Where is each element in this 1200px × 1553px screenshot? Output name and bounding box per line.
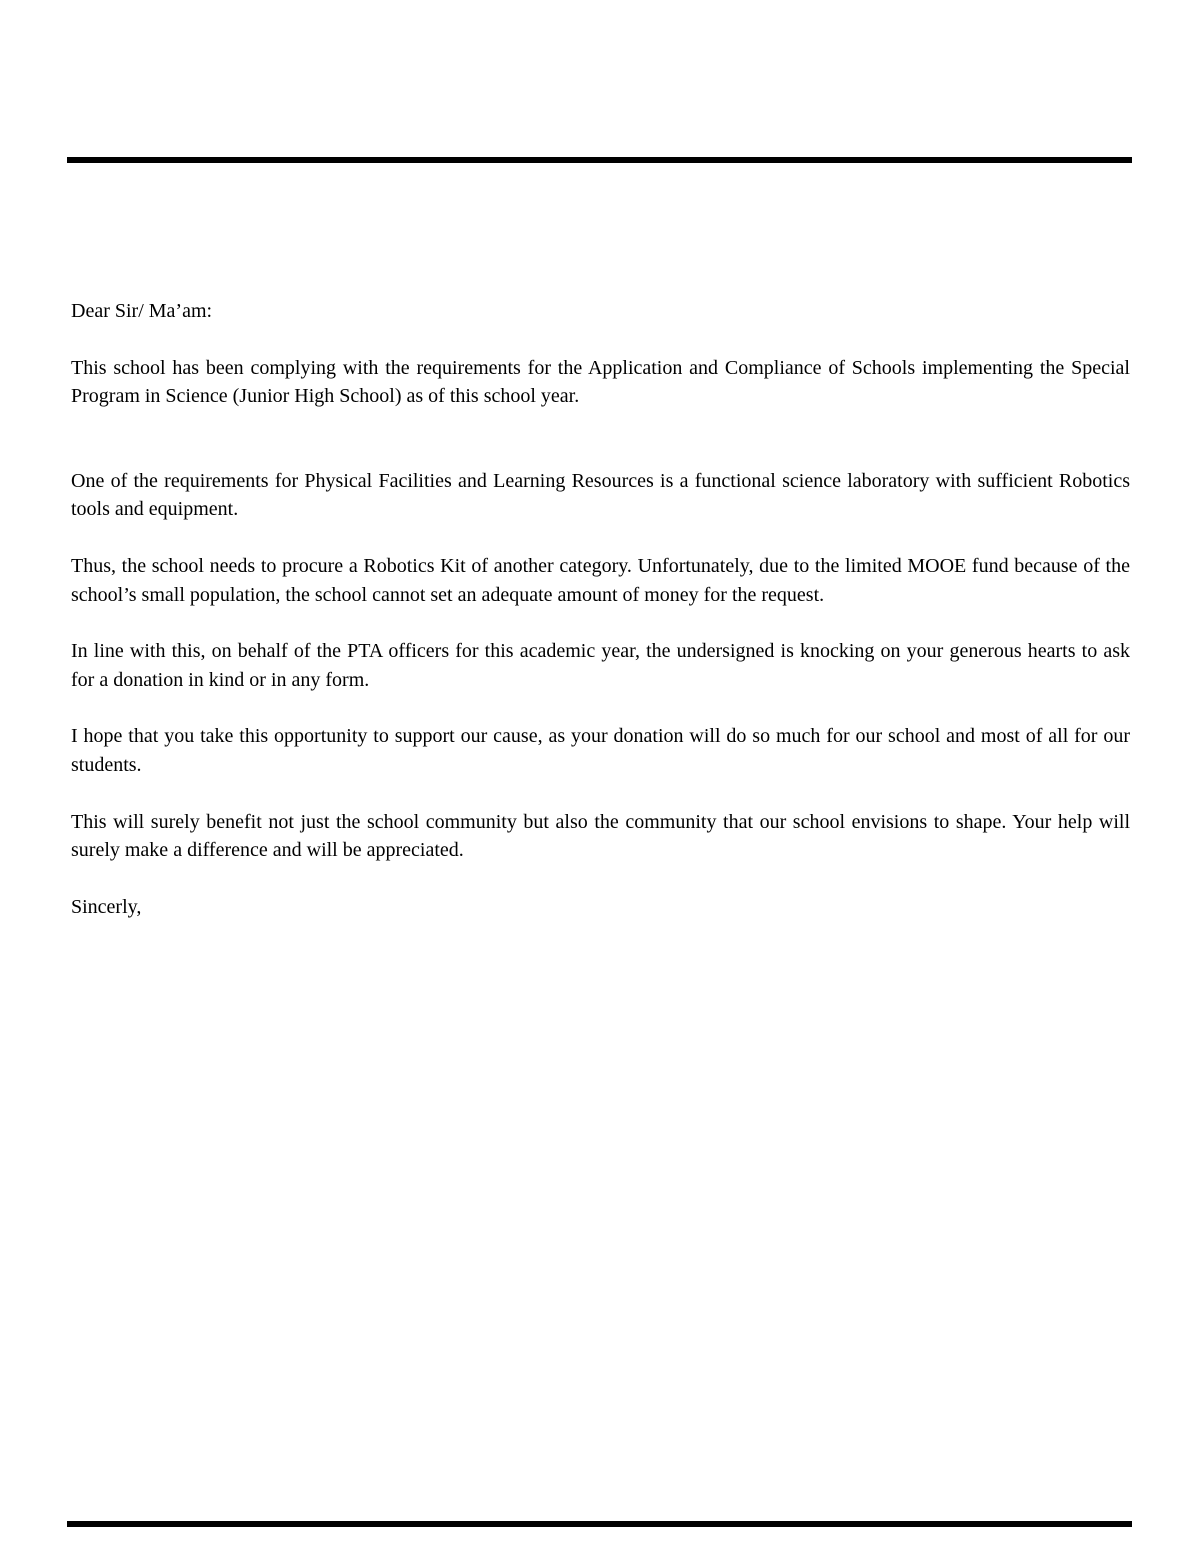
letter-paragraph-6: This will surely benefit not just the school community but also the community that our school envisions to shape. Your help will surely make a difference and will be appreciated. <box>71 810 1130 862</box>
letter-paragraph-1: This school has been complying with the requirements for the Application and Compliance of Schools implementing the Special Program in Science (Junior High School) as of this school year. <box>71 356 1130 408</box>
letter-closing: Sincerly, <box>71 895 142 918</box>
letter-paragraph-2: One of the requirements for Physical Facilities and Learning Resources is a functional science laboratory with sufficient Robotics tools and equipment. <box>71 469 1130 521</box>
letter-paragraph-4: In line with this, on behalf of the PTA officers for this academic year, the undersigned is knocking on your generous hearts to ask for a donation in kind or in any form. <box>71 640 1130 691</box>
top-rule-divider <box>67 157 1132 163</box>
letter-paragraph-3: Thus, the school needs to procure a Robotics Kit of another category. Unfortunately, due to the limited MOOE fund because of the school’s small population, the school cannot set an adequate amount of money for the request. <box>71 554 1130 606</box>
bottom-rule-divider <box>67 1521 1132 1527</box>
letter-salutation: Dear Sir/ Ma’am: <box>71 300 213 322</box>
letter-paragraph-5: I hope that you take this opportunity to support our cause, as your donation will do so much for our school and most of all for our students. <box>71 725 1130 776</box>
letter-body <box>71 297 1130 921</box>
